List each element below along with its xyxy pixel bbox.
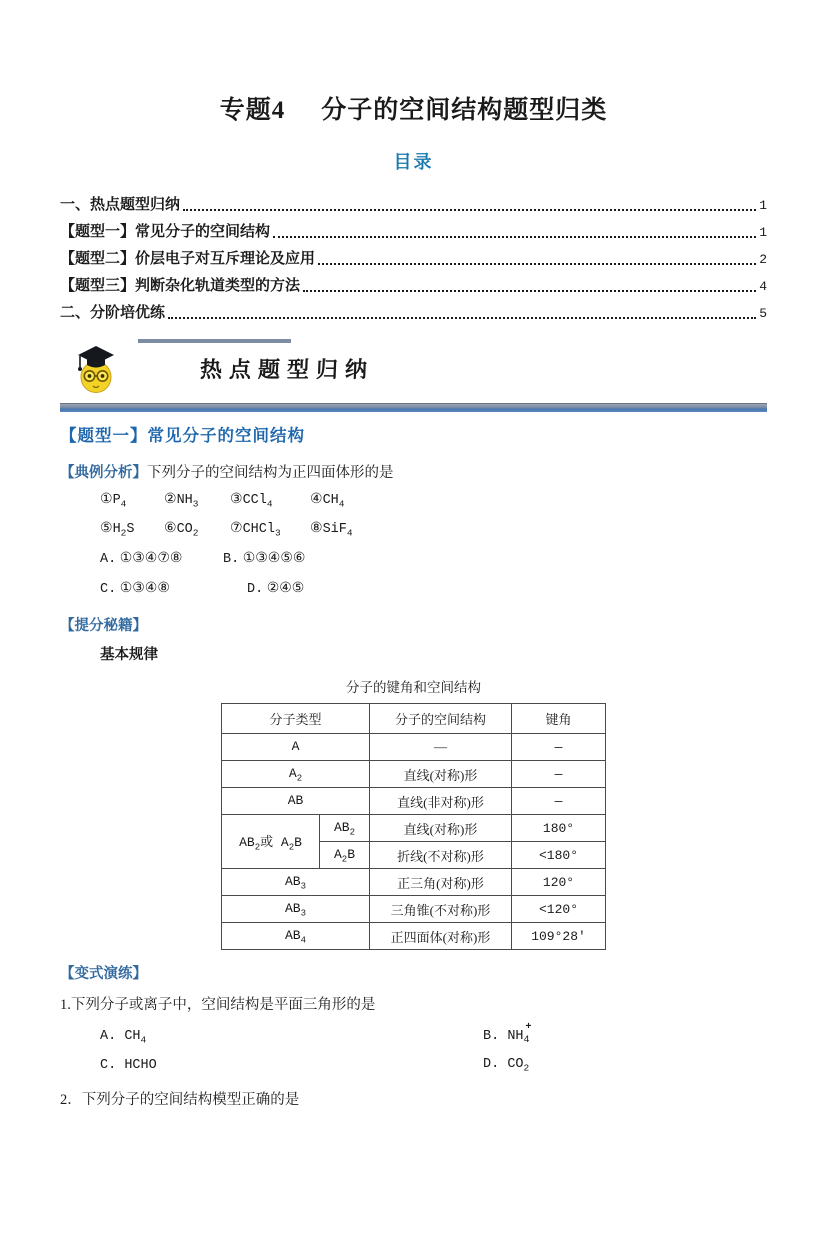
- q1-option-c: C. HCHO: [100, 1058, 157, 1073]
- title-prefix: 专题4: [219, 97, 286, 124]
- answer-row-ab: [100, 550, 767, 570]
- toc-page-number: 1: [759, 198, 767, 213]
- example-question-line: [60, 461, 767, 482]
- q1-option-b: B. NH + $_4$: [483, 1022, 532, 1046]
- section-banner: [60, 339, 767, 399]
- tips-subtitle: 基本规律: [100, 647, 158, 663]
- q1-option-d: D. $CO_2$: [483, 1057, 530, 1074]
- title-main: 分子的空间结构题型归类: [321, 97, 608, 124]
- toc-leader-dots: [303, 290, 756, 292]
- variation-tag-line: [60, 962, 767, 983]
- tips-tag-line: [60, 614, 767, 635]
- toc-leader-dots: [168, 317, 756, 319]
- molecule-item: ⑧SiF$_4$: [310, 521, 353, 539]
- toc-item-label: 二、分阶培优练: [60, 305, 166, 321]
- q1-option-a: A. $CH_4$: [100, 1029, 147, 1046]
- variation-tag: 【变式演练】: [60, 966, 147, 982]
- toc-item-label: 一、热点题型归纳: [60, 197, 181, 213]
- toc-title: 目录: [393, 152, 434, 172]
- document-page: [0, 90, 827, 1259]
- toc-item-label: 【题型三】判断杂化轨道类型的方法: [60, 278, 301, 294]
- molecule-item: $②NH_3$: [164, 492, 199, 510]
- toc-page-number: 1: [759, 225, 767, 240]
- graduate-face-icon: [73, 341, 119, 402]
- example-tag: 【典例分析】: [60, 465, 147, 481]
- bond-angle-table: [221, 703, 606, 950]
- topic1-heading: 【题型一】常见分子的空间结构: [60, 426, 305, 445]
- banner-top-rule: [138, 339, 291, 343]
- table-row: $A_2B$ 折线(不对称)形 <180°: [222, 842, 606, 869]
- header-bond-angle: 键角: [512, 704, 606, 734]
- question-1-text: 1.下列分子或离子中，空间结构是平面三角形的是: [60, 997, 376, 1013]
- molecule-item: ⑦CHCl$_3$: [230, 521, 281, 539]
- answer-option-b: B. ①③④⑤⑥: [223, 551, 306, 567]
- answer-option-c: C. ①③④⑧: [100, 581, 170, 597]
- tips-tag: 【提分秘籍】: [60, 618, 147, 634]
- molecule-row-2: [100, 520, 767, 540]
- toc-page-number: 2: [759, 252, 767, 267]
- answer-option-a: A. ①③④⑦⑧: [100, 551, 183, 567]
- table-row: A — —: [222, 734, 606, 761]
- molecule-item: $⑤H_2S$: [100, 521, 135, 539]
- molecule-item: ③CCl$_4$: [230, 492, 273, 510]
- table-row: $AB_3$ 正三角(对称)形 120°: [222, 869, 606, 896]
- toc-item-type1[interactable]: [60, 215, 767, 242]
- toc-leader-dots: [273, 236, 756, 238]
- toc-page-number: 5: [759, 306, 767, 321]
- molecule-item: $①P_4$: [100, 492, 127, 510]
- toc-leader-dots: [183, 209, 756, 211]
- answer-row-cd: [100, 580, 767, 600]
- option-row-ab: [60, 1022, 767, 1050]
- page-title: [60, 90, 767, 126]
- toc-leader-dots: [318, 263, 756, 265]
- toc-item-type3[interactable]: [60, 269, 767, 296]
- question-1-options: [60, 1022, 767, 1078]
- question-2-text: 2．下列分子的空间结构模型正确的是: [60, 1092, 300, 1108]
- molecule-item: $④CH_4$: [310, 492, 345, 510]
- toc-item-label: 【题型二】价层电子对互斥理论及应用: [60, 251, 316, 267]
- table-row: $AB_2$或 $A_2B$ $AB_2$ 直线(对称)形 180°: [222, 815, 606, 842]
- example-question: 下列分子的空间结构为正四面体形的是: [147, 465, 394, 481]
- banner-label: 热点题型归纳: [199, 357, 375, 382]
- toc-item-label: 【题型一】常见分子的空间结构: [60, 224, 271, 240]
- table-row: $A_2$ 直线(对称)形 —: [222, 761, 606, 788]
- page-content: [0, 90, 827, 1109]
- toc-page-number: 4: [759, 279, 767, 294]
- section-divider-bar: [60, 403, 767, 412]
- toc-item-hot-topics[interactable]: [60, 188, 767, 215]
- table-row: $AB_3$ 三角锥(不对称)形 <120°: [222, 896, 606, 923]
- table-row: AB 直线(非对称)形 —: [222, 788, 606, 815]
- table-of-contents: [60, 188, 767, 323]
- answer-option-d: D. ②④⑤: [247, 581, 305, 597]
- header-molecule-type: 分子类型: [222, 704, 370, 734]
- toc-item-type2[interactable]: [60, 242, 767, 269]
- header-structure: 分子的空间结构: [370, 704, 512, 734]
- molecule-row-1: [100, 491, 767, 511]
- table-header-row: [222, 704, 606, 734]
- toc-item-practice[interactable]: [60, 296, 767, 323]
- table-row: $AB_4$ 正四面体(对称)形 109°28′: [222, 923, 606, 950]
- option-row-cd: [60, 1050, 767, 1078]
- merged-type-cell: $AB_2$或 $A_2B$: [222, 815, 320, 869]
- molecule-item: $⑥CO_2$: [164, 521, 199, 539]
- table-title: 分子的键角和空间结构: [346, 680, 481, 695]
